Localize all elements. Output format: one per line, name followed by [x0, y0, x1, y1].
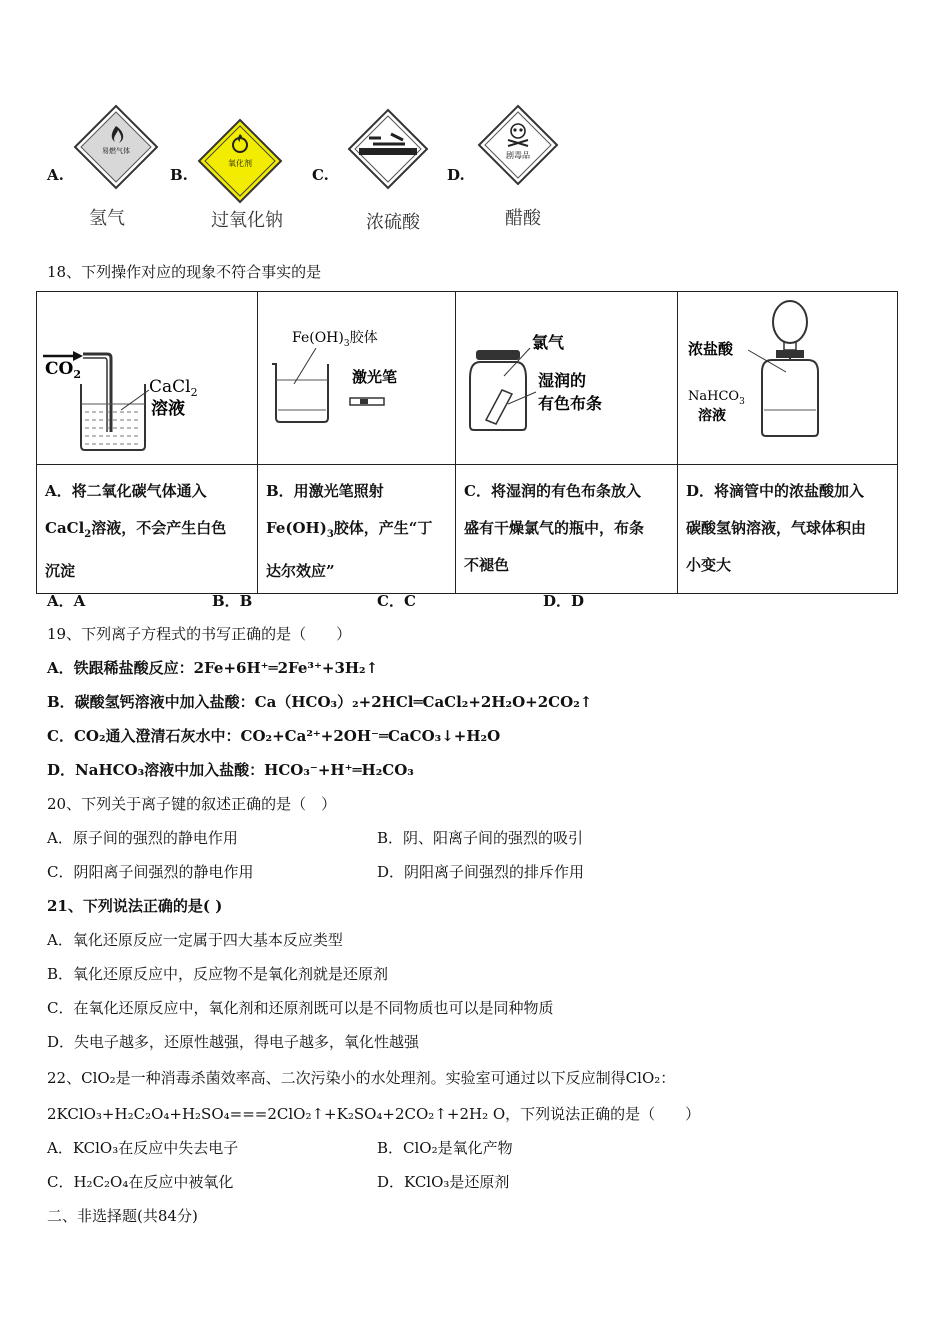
- figure-d-cell: [678, 292, 898, 465]
- svg-text:NaHCO3: NaHCO$_3$: [688, 389, 745, 407]
- svg-text:有色布条: 有色布条: [538, 394, 603, 413]
- q17-option-b-label: B.: [170, 166, 188, 184]
- q17-caption-d: 醋酸: [505, 208, 541, 229]
- q21-stem: 21、下列说法正确的是( ): [47, 897, 223, 915]
- option-a-description: A．将二氧化碳气体通入 CaCl$_2$溶液，不会产生白色 沉淀: [37, 465, 258, 594]
- q22-equation: 2KClO₃+H₂C₂O₄+H₂SO₄===2ClO₂↑+K₂SO₄+2CO₂↑+2H₂ O，下列说法正确的是（ ）: [47, 1105, 701, 1123]
- svg-text:溶液: 溶液: [698, 408, 726, 424]
- option-c-description: C．将湿润的有色布条放入 盛有干燥氯气的瓶中，布条 不褪色: [456, 465, 678, 594]
- q18-option-d[interactable]: D．D: [543, 592, 585, 610]
- q17-caption-c: 浓硫酸: [366, 212, 420, 233]
- oxidizer-sign-icon: [197, 118, 283, 204]
- svg-text:溶液: 溶液: [151, 399, 185, 419]
- q19-option-d[interactable]: D．NaHCO₃溶液中加入盐酸：HCO₃⁻+H⁺═H₂CO₃: [47, 761, 414, 779]
- nahco3-balloon-apparatus-icon: [678, 292, 896, 460]
- q20-option-b[interactable]: B．阴、阳离子间的强烈的吸引: [377, 829, 584, 847]
- sign-d-text: 剧毒品: [506, 151, 530, 160]
- q18-experiment-table: [36, 291, 898, 594]
- q20-option-d[interactable]: D．阴阳离子间强烈的排斥作用: [377, 863, 585, 881]
- q18-option-c[interactable]: C．C: [377, 592, 416, 610]
- q20-option-a[interactable]: A．原子间的强烈的静电作用: [47, 829, 238, 847]
- q19-option-b[interactable]: B．碳酸氢钙溶液中加入盐酸：Ca（HCO₃）₂+2HCl═CaCl₂+2H₂O+2CO₂↑: [47, 693, 593, 711]
- q22-stem: 22、ClO₂是一种消毒杀菌效率高、二次污染小的水处理剂。实验室可通过以下反应制得ClO₂：: [47, 1069, 676, 1087]
- chlorine-bottle-apparatus-icon: [456, 292, 676, 460]
- q22-option-d[interactable]: D．KClO₃是还原剂: [377, 1173, 510, 1191]
- figure-b-cell: [258, 292, 456, 465]
- colloid-laser-apparatus-icon: [258, 292, 454, 460]
- q22-option-a[interactable]: A．KClO₃在反应中失去电子: [47, 1139, 239, 1157]
- q21-option-a[interactable]: A．氧化还原反应一定属于四大基本反应类型: [47, 931, 343, 949]
- toxic-sign-icon: [477, 104, 559, 186]
- co2-cacl2-apparatus-icon: [37, 292, 256, 460]
- q22-option-b[interactable]: B．ClO₂是氧化产物: [377, 1139, 513, 1157]
- q22-option-c[interactable]: C．H₂C₂O₄在反应中被氧化: [47, 1173, 234, 1191]
- q18-option-a[interactable]: A．A: [47, 592, 86, 610]
- q20-option-c[interactable]: C．阴阳离子间强烈的静电作用: [47, 863, 254, 881]
- q18-stem: 18、下列操作对应的现象不符合事实的是: [47, 263, 322, 281]
- figure-a-cell: [37, 292, 258, 465]
- q20-stem: 20、下列关于离子键的叙述正确的是（ ）: [47, 795, 337, 813]
- q17-caption-a: 氢气: [89, 208, 125, 229]
- q17-option-a-label: A.: [47, 166, 64, 184]
- sign-a-text: 易燃气体: [102, 147, 130, 155]
- svg-text:激光笔: 激光笔: [352, 368, 398, 386]
- svg-text:浓盐酸: 浓盐酸: [688, 340, 734, 358]
- q17-caption-b: 过氧化钠: [211, 210, 283, 231]
- sign-c-text: 腐蚀品: [377, 158, 399, 166]
- q21-option-d[interactable]: D．失电子越多，还原性越强，得电子越多，氧化性越强: [47, 1033, 420, 1051]
- option-b-description: B．用激光笔照射 $Fe(OH)_3$胶体，产生“丁 达尔效应”: [258, 465, 456, 594]
- svg-text:CO2: $CO_2$: [45, 359, 81, 381]
- svg-text:CaCl2: CaCl$_2$: [149, 377, 198, 399]
- q21-option-b[interactable]: B．氧化还原反应中，反应物不是氧化剂就是还原剂: [47, 965, 389, 983]
- q19-option-a[interactable]: A．铁跟稀盐酸反应：2Fe+6H⁺═2Fe³⁺+3H₂↑: [47, 659, 379, 677]
- svg-text:湿润的: 湿润的: [538, 371, 587, 390]
- flammable-gas-sign-icon: [73, 104, 159, 190]
- corrosive-sign-icon: [347, 108, 429, 190]
- sign-b-text: 氧化剂: [228, 159, 252, 168]
- svg-text:氯气: 氯气: [532, 333, 565, 352]
- figure-c-cell: [456, 292, 678, 465]
- option-d-description: D．将滴管中的浓盐酸加入 碳酸氢钠溶液，气球体积由 小变大: [678, 465, 898, 594]
- q21-option-c[interactable]: C．在氧化还原反应中，氧化剂和还原剂既可以是不同物质也可以是同种物质: [47, 999, 554, 1017]
- q17-option-c-label: C.: [312, 166, 329, 184]
- svg-text:Fe(OH)3胶体: $Fe(OH)_3$胶体: [292, 330, 378, 349]
- q17-option-d-label: D.: [447, 166, 465, 184]
- section-heading: 二、非选择题(共84分): [47, 1207, 198, 1225]
- q19-option-c[interactable]: C．CO₂通入澄清石灰水中：CO₂+Ca²⁺+2OH⁻═CaCO₃↓+H₂O: [47, 727, 501, 745]
- q19-stem: 19、下列离子方程式的书写正确的是（ ）: [47, 625, 352, 643]
- q18-option-b[interactable]: B．B: [212, 592, 253, 610]
